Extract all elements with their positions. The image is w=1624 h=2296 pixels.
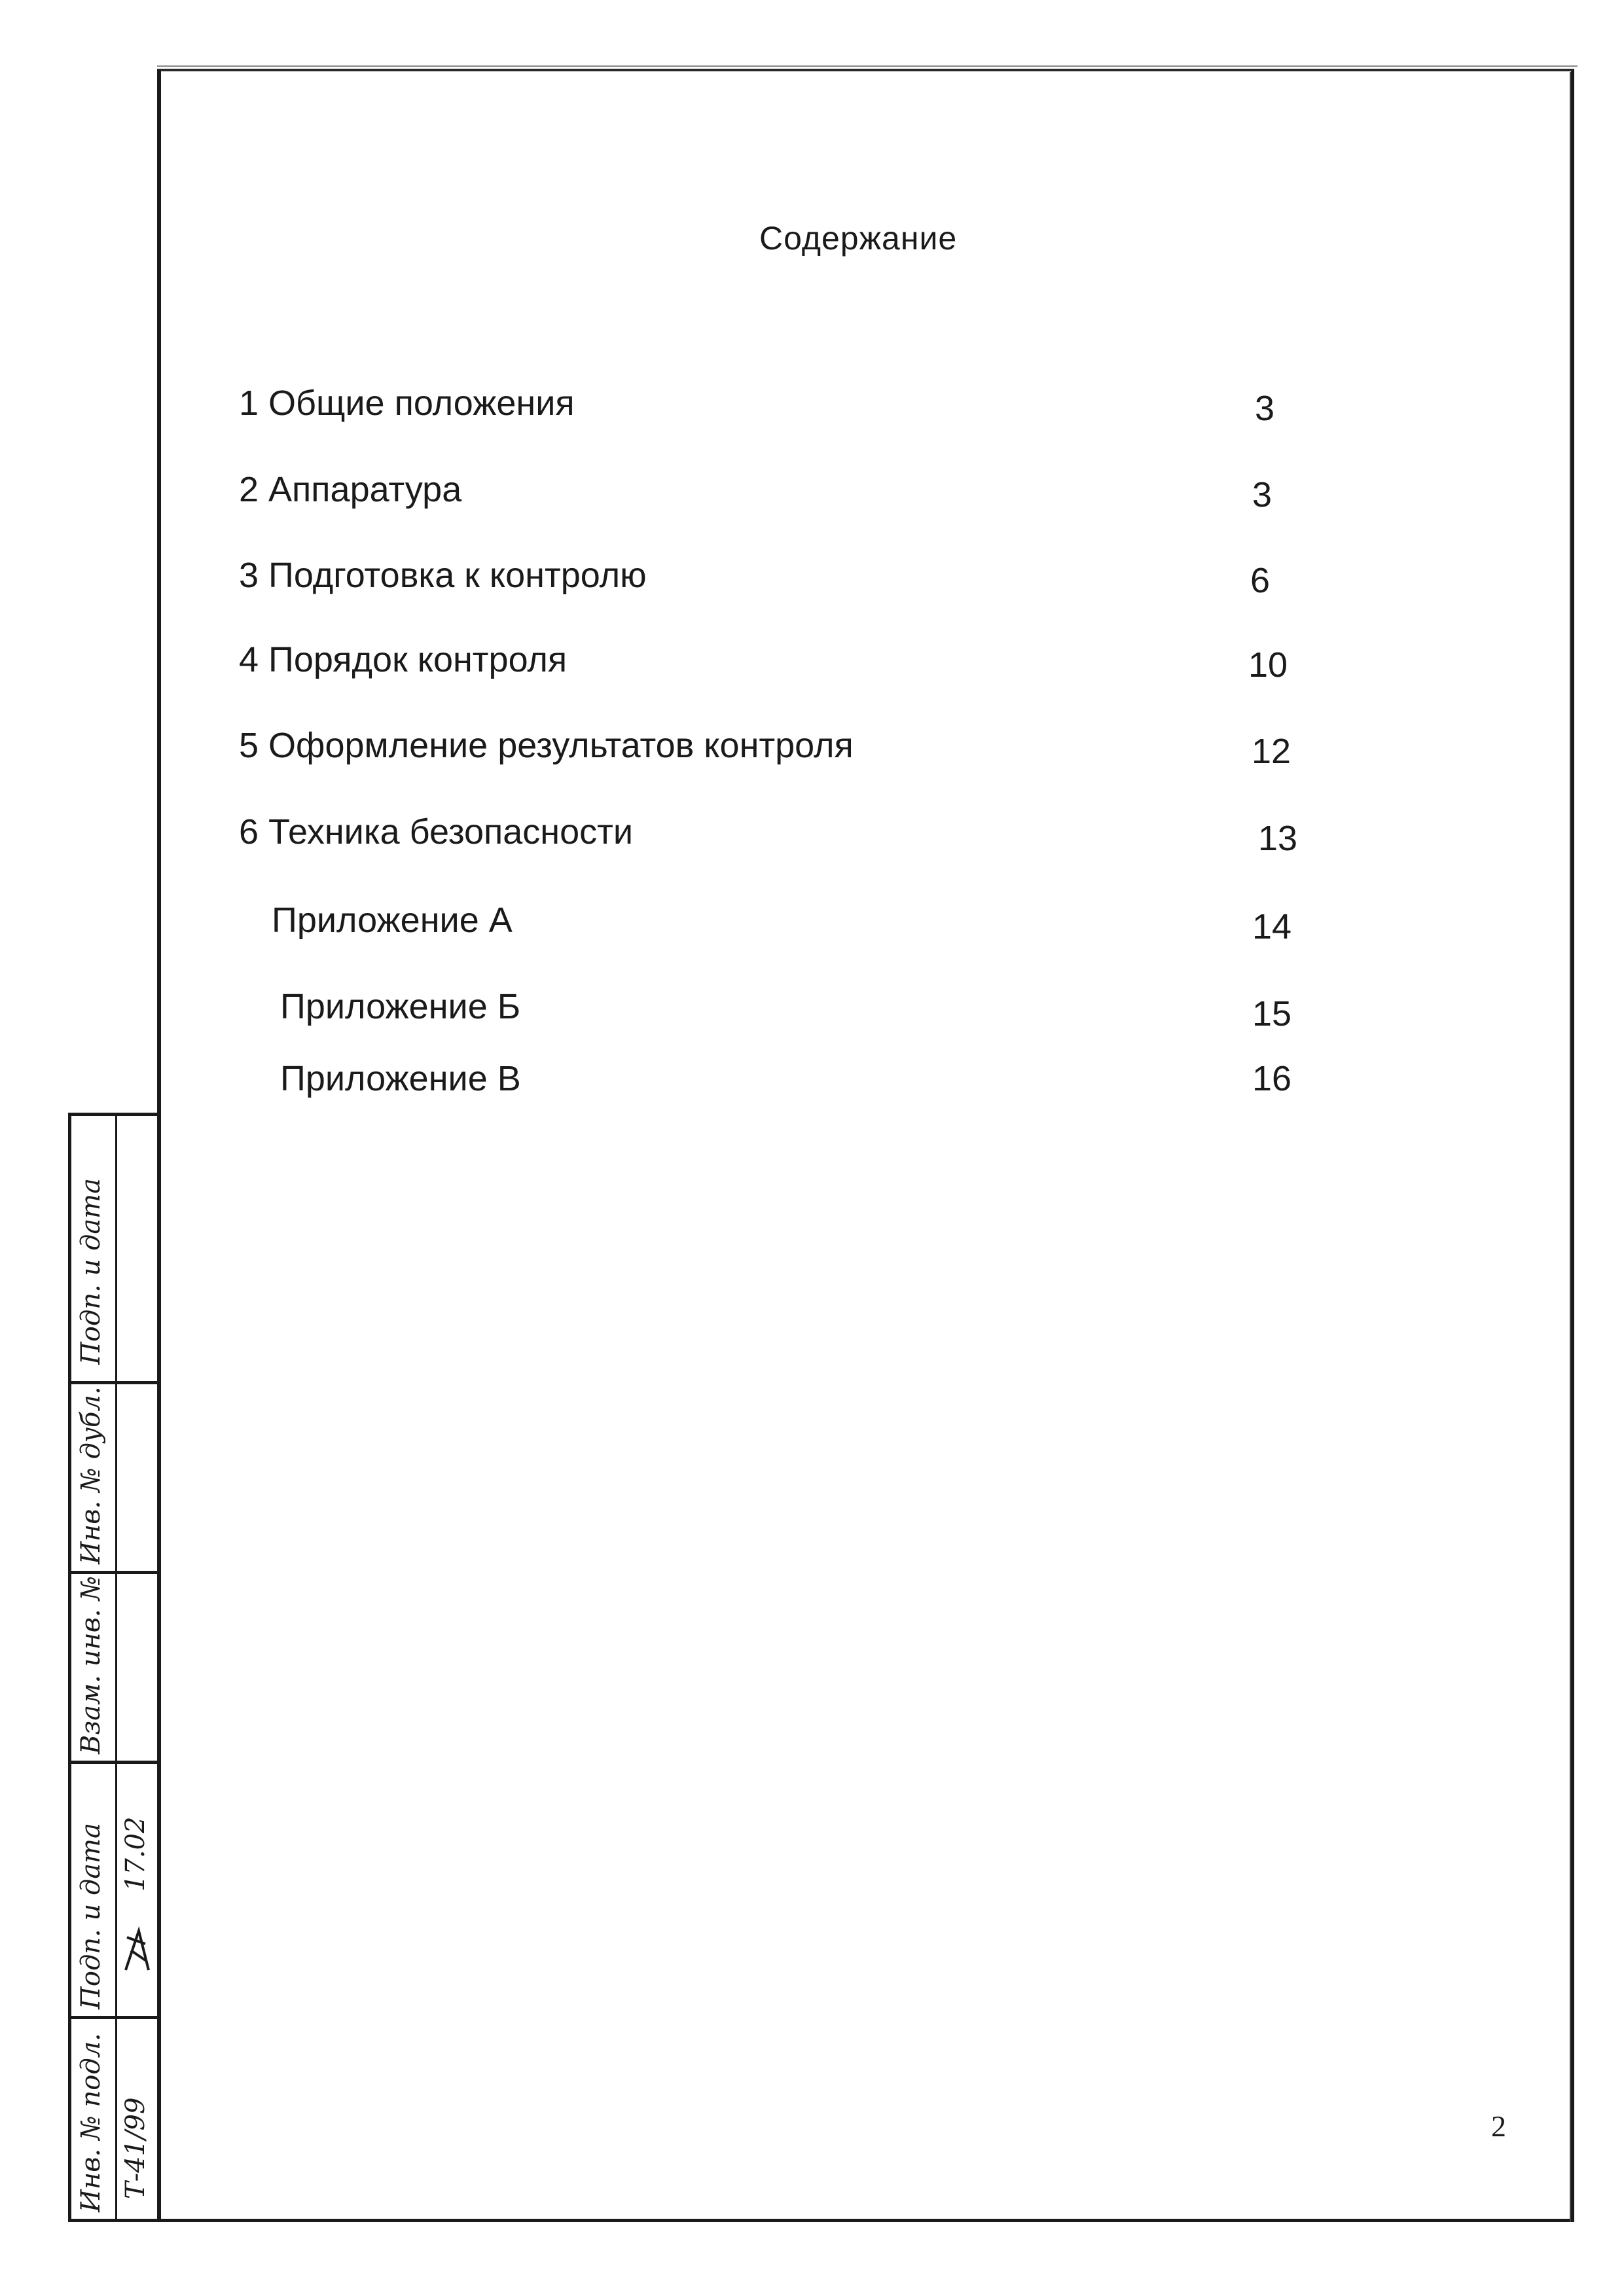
toc-page-2: 3: [1252, 475, 1272, 514]
stamp-border-left: [68, 1113, 71, 2222]
stamp-column-divider: [115, 1113, 117, 2222]
toc-entry-2: 2 Аппаратура: [239, 470, 462, 509]
frame-right-double-line: [1570, 72, 1571, 2222]
toc-title: Содержание: [759, 220, 958, 257]
toc-page-appendix-b: 15: [1252, 994, 1292, 1033]
stamp-row-divider: [68, 1761, 161, 1764]
stamp-row-divider: [68, 1381, 161, 1384]
stamp-label-dup-inventory: Инв. № дубл.: [76, 1386, 106, 1564]
stamp-row-divider: [68, 1571, 161, 1574]
toc-page-1: 3: [1255, 389, 1275, 428]
stamp-border-right: [158, 1113, 161, 2222]
toc-entry-appendix-b: Приложение Б: [280, 987, 521, 1026]
page-number: 2: [1491, 2109, 1506, 2143]
toc-entry-6: 6 Техника безопасности: [239, 812, 634, 852]
stamp-border-bottom: [68, 2219, 161, 2222]
toc-page-appendix-v: 16: [1252, 1059, 1292, 1098]
stamp-label-sign-date-bottom: Подп. и дата: [76, 1823, 106, 2009]
stamp-label-original-inventory: Инв. № подл.: [76, 2033, 106, 2212]
toc-entry-3: 3 Подготовка к контролю: [239, 556, 647, 595]
toc-entry-appendix-a: Приложение А: [272, 901, 513, 940]
stamp-inventory-number-value: Т-41/99: [120, 2097, 151, 2199]
toc-page-4: 10: [1248, 645, 1288, 685]
stamp-label-replacement-inventory: Взам. инв. №: [76, 1575, 106, 1754]
toc-page-5: 12: [1252, 732, 1291, 771]
toc-entry-appendix-v: Приложение В: [280, 1059, 521, 1098]
stamp-row-divider: [68, 2016, 161, 2019]
stamp-label-sign-date-top: Подп. и дата: [76, 1178, 106, 1365]
toc-entry-5: 5 Оформление результатов контроля: [239, 726, 854, 765]
toc-page-appendix-a: 14: [1252, 907, 1292, 946]
toc-page-3: 6: [1250, 561, 1271, 600]
frame-top-edge: [157, 65, 1578, 67]
toc-entry-1: 1 Общие положения: [239, 384, 575, 423]
toc-page-6: 13: [1258, 819, 1298, 858]
stamp-border-top: [68, 1113, 161, 1116]
side-stamp-table: [68, 1113, 161, 2222]
signature-mark: [119, 1924, 155, 1977]
stamp-sign-date-value: 17.02: [120, 1816, 151, 1892]
toc-entry-4: 4 Порядок контроля: [239, 640, 568, 679]
